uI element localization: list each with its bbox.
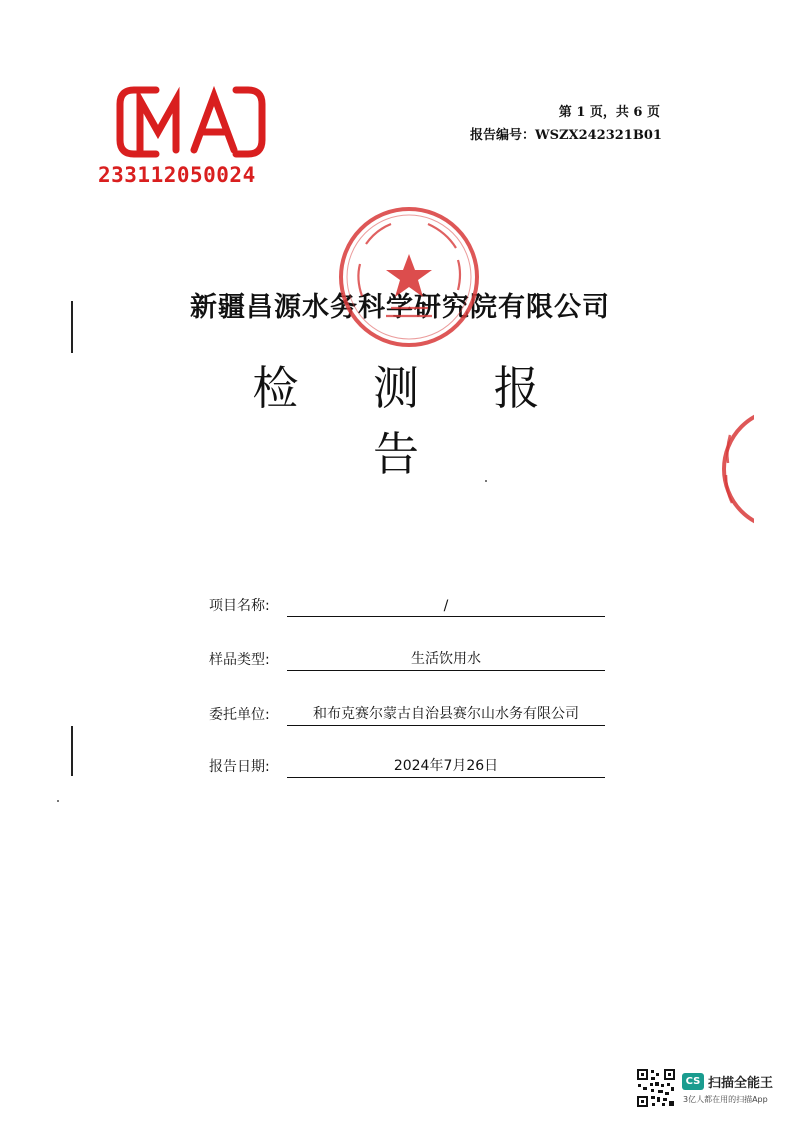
- report-number: [470, 124, 660, 143]
- field-underline: [287, 777, 605, 778]
- page-indicator: 第 1 页，共 6 页: [558, 105, 660, 120]
- field-label: 样品类型:: [209, 652, 270, 668]
- report-number-label: 报告编号：: [470, 128, 536, 143]
- field-value: 2024年7月26日: [393, 758, 499, 774]
- red-star-icon: [386, 254, 432, 297]
- field-report-date: [209, 752, 609, 778]
- field-client: [209, 700, 609, 726]
- cma-certificate-number: 233112050024: [98, 163, 256, 187]
- field-label: 委托单位:: [209, 707, 270, 723]
- scan-speck: [485, 480, 487, 482]
- camscanner-logo: CS: [682, 1073, 704, 1090]
- field-underline: [287, 725, 605, 726]
- partial-seal-stamp: [712, 405, 754, 533]
- field-sample-type: [209, 645, 609, 671]
- scan-edge-mark: [71, 301, 73, 353]
- field-label: 报告日期:: [209, 759, 270, 775]
- scanner-app-slogan: 3亿人都在用的扫描App: [683, 1095, 768, 1104]
- scan-speck: [57, 800, 59, 802]
- field-label: 项目名称:: [209, 598, 270, 614]
- field-underline: [287, 670, 605, 671]
- company-name: 新疆昌源水务科学研究院有限公司: [190, 292, 610, 323]
- testing-seal-stamp: [336, 204, 482, 350]
- field-value: 和布克赛尔蒙古自治县赛尔山水务有限公司: [313, 706, 579, 722]
- field-project-name: [209, 591, 609, 617]
- field-value: /: [443, 598, 449, 614]
- report-number-value: WSZX242321B01: [535, 128, 662, 143]
- scan-edge-mark: [71, 726, 73, 776]
- field-underline: [287, 616, 605, 617]
- field-value: 生活饮用水: [411, 651, 481, 667]
- qr-code-icon: [636, 1068, 676, 1108]
- report-title: 检 测 报 告: [252, 361, 570, 481]
- scanner-app-name: 扫描全能王: [708, 1076, 774, 1091]
